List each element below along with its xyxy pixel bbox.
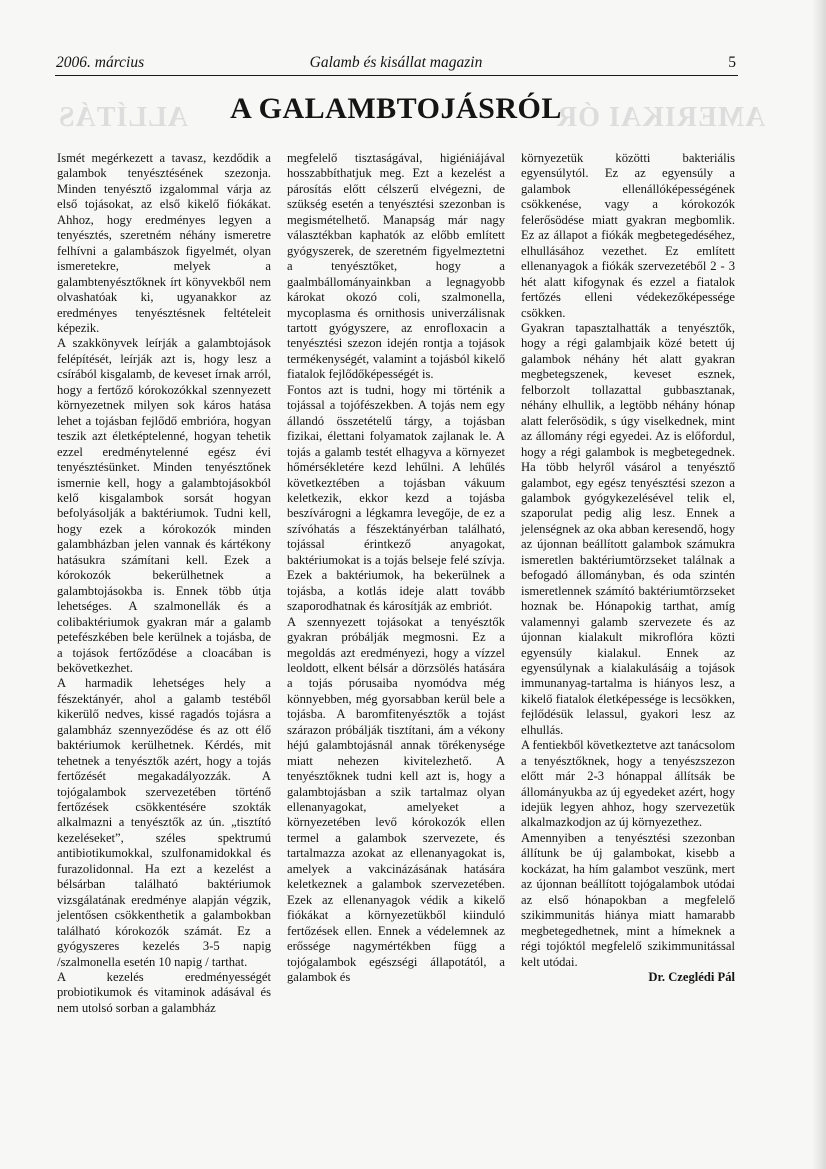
text-column-2 [287, 151, 505, 985]
text-column-1 [57, 151, 271, 1016]
article-title: A GALAMBTOJÁSRÓL [230, 92, 562, 125]
page-edge-shadow [812, 0, 826, 1169]
paragraph: A harmadik lehetséges hely a fészektányér, ahol a galamb testéből kikerülő nedves, kissé ragadós tojásra a galambház szennyeződése és az ott élő baktériumok kerülhetnek. Kérdés, mit tehetnek a tenyésztők azért, hogy a tojás fertőzését megakadályozzák. A tojógalambok szervezetében történő fertőzések csökkentésére szokták alkalmazni a tenyésztők az ún. „tisztító kezeléseket”, széles spektrumú antibiotikumokkal, szulfonamidokkal és furazolidonnal. Ha ezt a kezelést a bélsárban található baktériumok vizsgálatának eredménye alapján végzik, jelentősen csökkenthetik a galambokban található kórokozók számát. Ez a gyógyszeres kezelés 3-5 napig /szalmonella esetén 10 napig / tarthat. [57, 676, 271, 969]
paragraph: A fentiekből következtetve azt tanácsolom a tenyésztőknek, hogy a tenyészszezon előtt már 2-3 hónappal állítsák be állományukba az új egyedeket azért, hogy idejük legyen ahhoz, hogy szervezetük alkalmazkodjon az új környezethez. [521, 738, 736, 830]
running-header [56, 54, 736, 76]
header-page-number: 5 [728, 54, 736, 71]
author-signature: Dr. Czeglédi Pál [648, 970, 735, 985]
paragraph: Fontos azt is tudni, hogy mi történik a tojással a tojófészekben. A tojás nem egy állandó összetételű tárgy, a tojásban fizikai, élettani folyamatok zajlanak le. A tojás a galamb testét elhagyva a környezet hőmérsékletére kezd lehűlni. A lehűlés következtében a tojásban vákuum keletkezik, ekkor kezd a tojásba beszívárogni a légkamra levegője, de ez a szívóhatás a fészektányérban található, tojással érintkező anyagokat, baktériumokat is a tojás belseje felé szívja. Ezek a baktériumok, ha bekerülnek a tojásba, a kotlás ideje alatt tovább szaporodhatnak és károsítják az embriót. [287, 382, 505, 614]
paragraph: Ismét megérkezett a tavasz, kezdődik a galambok tenyésztésének szezonja. Minden tenyésztő izgalommal várja az első tojásokat, az első kikelő fiókákat. Ahhoz, hogy eredményes legyen a tenyésztés, szeretném néhány ismeretre felhívni a galambászok figyelmét, olyan ismeretekre, melyek a galambtenyésztőknek írt könyvekből nem olvashatóak ki, ugyanakkor az eredményes tenyésztésnek feltételeit képezik. [57, 151, 271, 335]
paragraph: megfelelő tisztaságával, higiéniájával hosszabbíthatjuk meg. Ezt a kezelést a párosítás előtt célszerű elvégezni, de szükség esetén a tenyésztési szezonban is megismételhető. Manapság már nagy választékban kaphatók az előbb említett gyógyszerek, de szeretném figyelmeztetni a tenyésztőket, hogy a gaalmbállományainkban a legnagyobb károkat okozó coli, szalmonella, mycoplasma és ornithosis univerzálisnak tartott gyógyszere, az enrofloxacin a tenyésztési szezon idején rontja a tojások termékenységét, valamint a tojásból kikelő fiatalok fejlődőképességét is. [287, 151, 505, 382]
header-rule [55, 75, 738, 76]
paragraph: környezetük közötti bakteriális egyensúlytól. Ez az egyensúly a galambok ellenállóképességének csökkenése, vagy a kórokozók felerősödése miatt gyakran megbomlik. Ez az állapot a fiókák megbetegedéséhez, elhullásához vezethet. Ez említett ellenanyagok a fiókák szervezetéből 2 - 3 hét alatt kifogynak és ezzel a fiatalok fertőzés elleni védekezőképessége csökken. [521, 151, 735, 320]
show-through-text-right: AMERIKAI ÓR [556, 102, 766, 133]
paragraph: A szakkönyvek leírják a galambtojások felépítését, leírják azt is, hogy lesz a csírából kisgalamb, de keveset írnak arról, hogy a fertőző kórokozókkal szennyezett környezetnek milyen sok káros hatása lehet a tojásban fejlődő embrióra, hogyan teszik azt életképtelenné, hogyan tehetik ezzel eredménytelenné egész évi tenyésztésünket. Minden tenyésztőnek ismernie kell, hogy a galambtojásokból kelő kisgalambok sorsát hogyan befolyásolják a baktériumok. Tudni kell, hogy ezek a kórokozók minden galambházban jelen vannak és kártékony hatásukra számítani kell. Ezek a kórokozók bekerülhetnek a galambtojásokba is. Ennek több útja lehetséges. A szalmonellák és a colibaktériumok gyakran már a galamb petefészkében bele kerülnek a tojásba, de a tojások fertőződése a cloacában is bekövetkezhet. [57, 336, 271, 675]
text-column-3 [521, 151, 735, 985]
paragraph: Amennyiben a tenyésztési szezonban állítunk be új galambokat, kisebb a kockázat, ha hím galambot veszünk, mert az újonnan beállított tojógalambok utódai az első hónapokban a megfelelő szikimmunitás hiánya miatt hamarabb megbetegedhetnek, mint a hímeknek a régi tojóktól megfelelő szikimmunitással kelt utódai. [521, 830, 735, 969]
paragraph: Gyakran tapasztalhatták a tenyésztők, hogy a régi galambjaik közé betett új galambok néhány hét alatt gyakran megbetegszenek, keveset esznek, felborzolt tollazattal gubbasztanak, néhány elhullik, a legtöbb néhány hónap alatt felerősödik, s úgy viselkednek, mint az állomány régi egyedei. Az is előfordul, hogy a régi galambok is megbetegednek. Ha több helyről vásárol a tenyésztő galambot, egy egész tenyésztési szezon a galambok gyógykezelésével telik el, szaporulat pedig alig lesz. Ennek a jelenségnek az oka abban keresendő, hogy az újonnan beállított galambok számukra ismeretlen baktériumtörzseket találnak a befogadó állományban, és oda szintén ismeretlennek számító baktériumtörzseket hoznak be. Hónapokig tarthat, amíg valamennyi galamb szervezete és az újonnan kialakult mikroflóra közti egyensúly kialakul. Ennek az egyensúlynak a kialakulásáig a tojások immunanyag-tartalma is hiányos lesz, a kikelő fiatalok életképessége is lecsökken, fejlődésük lelassul, gyakori lesz az elhullás. [521, 320, 736, 737]
header-magazine-name: Galamb és kisállat magazin [309, 54, 483, 71]
paragraph: A kezelés eredményességét probiotikumok és vitaminok adásával és nem utolsó sorban a galambház [57, 970, 271, 1015]
header-date: 2006. március [56, 54, 145, 71]
paragraph: A szennyezett tojásokat a tenyésztők gyakran próbálják megmosni. Ez a megoldás azt eredményezi, hogy a vízzel leoldott, elkent bélsár a dörzsölés hatására a tojás pórusaiba nyomódva még könnyebben, még gyorsabban kerül bele a tojásba. A baromfitenyésztők a tojást szárazon próbálják tisztítani, ám a vékony héjú galambtojásnál annak törékenysége miatt nehezen kivitelezhető. A tenyésztőknek tudni kell azt is, hogy a galambtojásban a szik tartalmaz olyan ellenanyagokat, amelyeket a környezetében levő kórokozók ellen termel a galambok szervezete, és tartalmazza azokat az ellenanyagokat is, amelyek a vakcinázásának hatására keletkeznek a galambok szervezetében. Ezek az ellenanyagok védik a kikelő fiókákat a környezetükből kiinduló fertőzések ellen. Ennek a védelemnek az erőssége nagymértékben függ a tojógalambok egészségi állapotától, a galambok és [287, 614, 505, 985]
show-through-text-left: ALLÍTÁS [58, 102, 188, 133]
